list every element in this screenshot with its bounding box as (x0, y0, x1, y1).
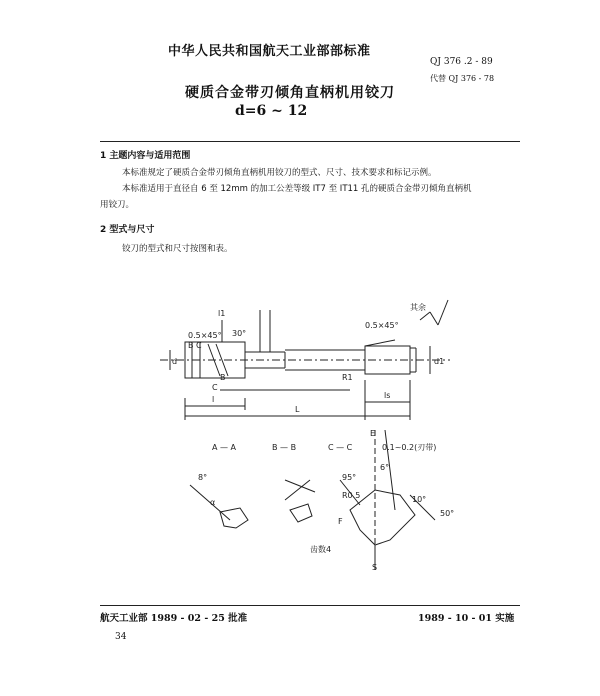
replaces-standard: 代替 QJ 376 - 78 (430, 74, 495, 83)
dim-d: d (172, 357, 178, 366)
angle-8: 8° (198, 473, 208, 482)
header-rule (100, 141, 520, 142)
issuing-organization: 中华人民共和国航天工业部部标准 (168, 44, 371, 59)
angle-6: 6° (380, 463, 390, 472)
footer-rule (100, 605, 520, 606)
angle-30: 30° (232, 329, 247, 338)
chamfer-shank: 0.5×45° (365, 321, 399, 330)
dim-l1: l1 (218, 309, 226, 318)
effective-date: 1989 - 10 - 01 实施 (418, 613, 515, 624)
chamfer-front: 0.5×45° (188, 331, 222, 340)
section-mark-c: C (212, 383, 218, 392)
paragraph-application: 本标准适用于直径自 6 至 12mm 的加工公差等级 IT7 至 IT11 孔的硬质合金带刃倾角直柄机 (122, 184, 472, 194)
standard-number: QJ 376 .2 - 89 (430, 57, 493, 67)
label-s: S (372, 563, 378, 572)
label-e: E (370, 429, 376, 438)
dim-d1: d1 (434, 357, 445, 366)
angle-95: 95° (342, 473, 357, 482)
section-heading-1: 1 主题内容与适用范围 (100, 151, 191, 161)
roughness-label: 其余 (410, 303, 426, 312)
radius-r1: R1 (342, 373, 353, 382)
document-title: 硬质合金带刃倾角直柄机用铰刀 (185, 85, 395, 101)
angle-alpha: α (210, 498, 216, 507)
radius-r05: R0.5 (342, 491, 361, 500)
teeth-count: 齿数4 (310, 545, 332, 554)
section-bb-title: B — B (272, 443, 297, 452)
approval-date: 航天工业部 1989 - 02 - 25 批准 (100, 613, 248, 624)
section-cc-title: C — C (328, 443, 353, 452)
dim-total-length: L (295, 405, 300, 414)
section-marks-bc: B C (188, 341, 202, 350)
reamer-drawing (150, 280, 480, 580)
dim-ls: ls (384, 391, 391, 400)
land-width: 0.1~0.2(刃带) (382, 443, 437, 452)
section-mark-b: B (220, 373, 226, 382)
paragraph-application-cont: 用铰刀。 (100, 200, 135, 210)
label-f: F (338, 517, 343, 526)
dim-l: l (212, 395, 215, 404)
angle-50: 50° (440, 509, 455, 518)
section-heading-2: 2 型式与尺寸 (100, 225, 155, 235)
page-number: 34 (115, 632, 127, 642)
section-aa-title: A — A (212, 443, 237, 452)
paragraph-forms: 铰刀的型式和尺寸按图和表。 (122, 244, 233, 254)
paragraph-scope: 本标准规定了硬质合金带刃倾角直柄机用铰刀的型式、尺寸、技术要求和标记示例。 (122, 168, 437, 178)
angle-10: 10° (412, 495, 427, 504)
diameter-range: d=6 ~ 12 (235, 103, 308, 119)
